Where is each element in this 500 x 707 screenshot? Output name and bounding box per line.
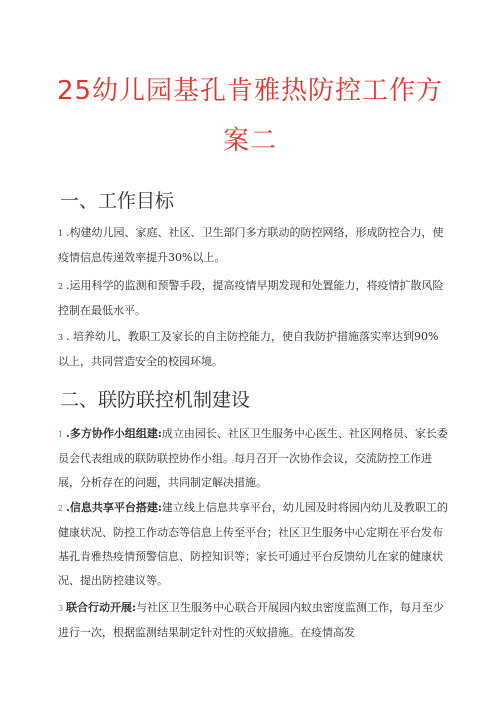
mechanism-item-3 — [58, 596, 448, 645]
item-text: 建立线上信息共享平台，幼儿园及时将园内幼儿及教职工的健康状况、防控工作动态等信息上传至平台；社区卫生服务中心定期在平台发布基孔肯雅热疫情预警信息、防控知识等；家长可通过平台反馈幼儿在家的健康状况、提出防控建议等。 — [58, 501, 448, 587]
mechanism-item-2 — [58, 496, 448, 593]
document-title-line-2: 案二 — [222, 126, 277, 156]
mechanism-item-1 — [58, 422, 448, 495]
item-number: 1 — [58, 229, 64, 238]
item-lead: 联合行动开展: — [66, 601, 137, 614]
item-number: 1 — [58, 430, 64, 439]
item-text: 成立由园长、社区卫生服务中心医生、社区网格员、家长委员会代表组成的联防联控协作小组。每月召开一次协作会议，交流防控工作进展，分析存在的问题，共同制定解决措施。 — [58, 427, 448, 489]
item-number: 3 — [58, 333, 64, 342]
item-number: 2 — [58, 504, 64, 513]
item-lead: .多方协作小组组建: — [66, 427, 162, 440]
document-title-line-1: 25幼儿园基孔肯雅热防控工作方 — [56, 76, 444, 106]
item-text: . 培养幼儿、教职工及家长的自主防控能力，使自我防护措施落实率达到90%以上，共同营造安全的校园环境。 — [58, 330, 439, 368]
item-number: 3 — [58, 604, 64, 613]
goal-item-3 — [58, 325, 448, 374]
item-number: 2 — [58, 282, 64, 291]
item-text: 与社区卫生服务中心联合开展园内蚊虫密度监测工作，每月至少进行一次，根据监测结果制定针对性的灭蚊措施。在疫情高发 — [58, 601, 445, 639]
goal-item-1 — [58, 221, 448, 270]
section-heading-goals: 一、工作目标 — [60, 190, 175, 212]
section-heading-mechanism: 二、联防联控机制建设 — [60, 389, 251, 411]
item-text: .运用科学的监测和预警手段，提高疫情早期发现和处置能力，将疫情扩散风险控制在最低水平。 — [58, 279, 444, 317]
goal-item-2 — [58, 274, 448, 323]
item-lead: .信息共享平台搭建: — [66, 501, 162, 514]
item-text: .构建幼儿园、家庭、社区、卫生部门多方联动的防控网络，形成防控合力，使疫情信息传递效率提升30%以上。 — [58, 226, 444, 264]
